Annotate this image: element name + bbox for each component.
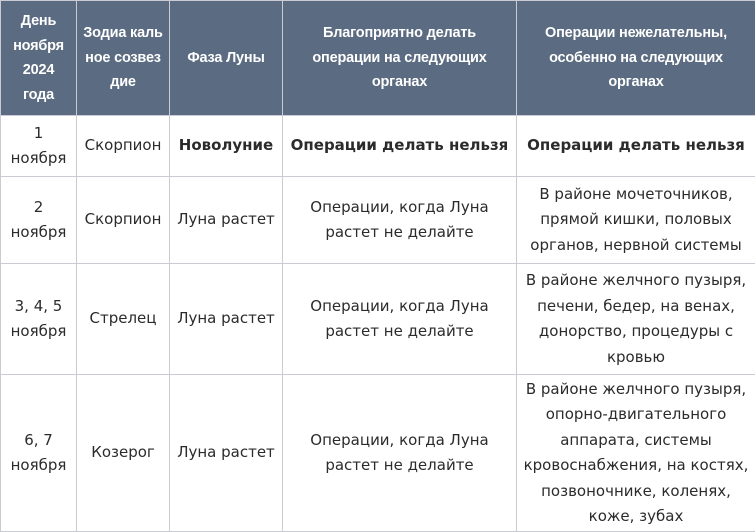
header-constellation: Зодиа кальное созвездие xyxy=(77,1,170,116)
unfavorable-cell: Операции делать нельзя xyxy=(517,116,755,177)
day-cell: 3, 4, 5 ноября xyxy=(1,264,77,375)
constellation-cell: Скорпион xyxy=(77,177,170,264)
day-cell: 2 ноября xyxy=(1,177,77,264)
table-row xyxy=(1,116,755,177)
moon-phase-cell: Луна растет xyxy=(170,375,283,532)
constellation-cell: Козерог xyxy=(77,375,170,532)
day-cell: 6, 7 ноября xyxy=(1,375,77,532)
moon-phase-cell: Луна растет xyxy=(170,177,283,264)
favorable-cell: Операции, когда Луна растет не делайте xyxy=(283,177,517,264)
table-row xyxy=(1,177,755,264)
favorable-cell: Операции делать нельзя xyxy=(283,116,517,177)
day-cell: 1 ноября xyxy=(1,116,77,177)
unfavorable-cell: В районе мочеточников, прямой кишки, половых органов, нервной системы xyxy=(517,177,755,264)
header-day: День ноября 2024 года xyxy=(1,1,77,116)
unfavorable-cell: В районе желчного пузыря, печени, бедер, на венах, донорство, процедуры с кровью xyxy=(517,264,755,375)
constellation-cell: Скорпион xyxy=(77,116,170,177)
header-moon-phase: Фаза Луны xyxy=(170,1,283,116)
moon-phase-cell: Новолуние xyxy=(170,116,283,177)
header-unfavorable-organs: Операции нежелательны, особенно на следующих органах xyxy=(517,1,755,116)
constellation-cell: Стрелец xyxy=(77,264,170,375)
favorable-cell: Операции, когда Луна растет не делайте xyxy=(283,375,517,532)
table-row xyxy=(1,264,755,375)
header-favorable-organs: Благоприятно делать операции на следующих органах xyxy=(283,1,517,116)
table-row xyxy=(1,375,755,532)
moon-phase-cell: Луна растет xyxy=(170,264,283,375)
unfavorable-cell: В районе желчного пузыря, опорно-двигательного аппарата, системы кровоснабжения, на костях, позвоночнике, коленях, коже, зубах xyxy=(517,375,755,532)
table-header-row xyxy=(1,1,755,116)
favorable-cell: Операции, когда Луна растет не делайте xyxy=(283,264,517,375)
